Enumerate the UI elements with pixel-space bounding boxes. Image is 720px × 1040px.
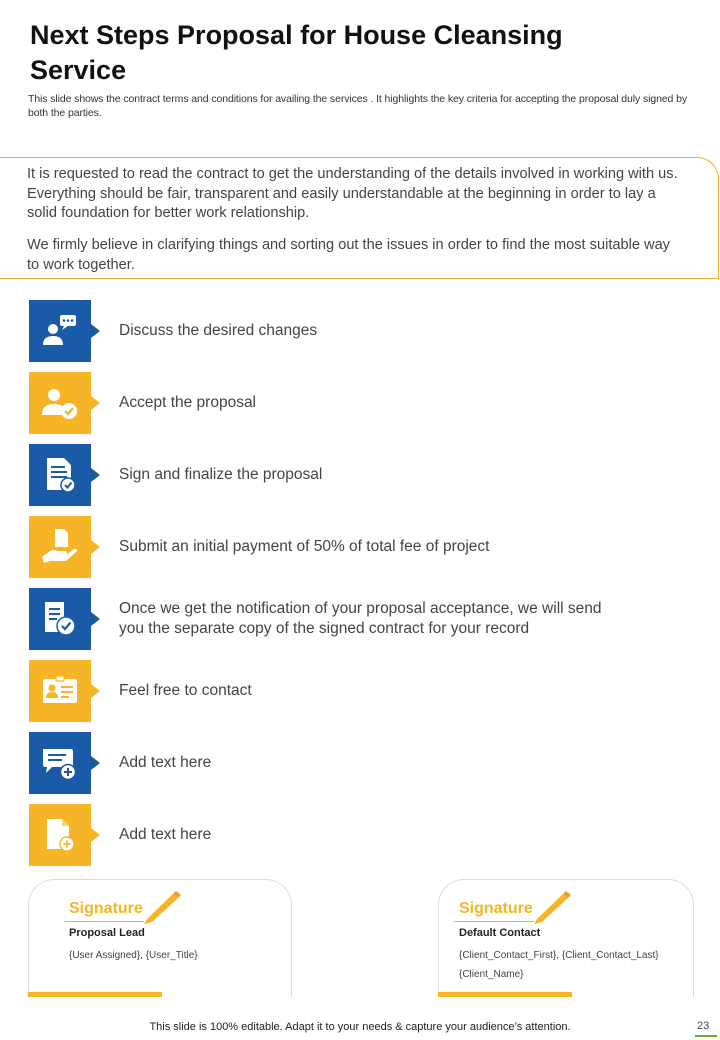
person-chat-icon [40,311,80,351]
signature-underline [64,921,144,922]
intro-paragraph-1: It is requested to read the contract to get the understanding of the details involved in working with us. Everything should be fair, transparent and easily understandable at the beginning in order to lay a solid foundation for better work relationship. [27,166,678,221]
step-label: Sign and finalize the proposal [119,466,323,483]
pen-icon [529,888,573,924]
page-number: 23 [697,1020,710,1032]
step-item-7 [29,732,689,794]
step-icon-box [29,660,91,722]
signature-fields [459,946,691,984]
step-item-4 [29,516,689,578]
page-number-underline [695,1035,717,1037]
step-item-8 [29,804,689,866]
step-icon-box [29,300,91,362]
step-icon-box [29,588,91,650]
signature-role: Proposal Lead [69,927,145,939]
signature-heading: Signature [459,900,533,917]
step-icon-box [29,444,91,506]
document-check-icon [40,455,80,495]
signature-heading: Signature [69,900,143,917]
signature-field-line: {Client_Name} [459,969,524,980]
signature-card-proposal-lead [28,879,292,997]
chat-add-icon [40,743,80,783]
step-icon-box [29,516,91,578]
step-label: Accept the proposal [119,394,257,411]
footer-note: This slide is 100% editable. Adapt it to your needs & capture your audience’s attention. [149,1021,571,1033]
signature-field-line: {User Assigned}, {User_Title} [69,950,198,961]
hand-document-icon [40,527,80,567]
signature-field-line: {Client_Contact_First}, {Client_Contact_Last} [459,950,659,961]
step-item-5 [29,588,689,650]
step-label: Once we get the notification of your proposal acceptance, we will send you the separate copy of the signed contract for your record [119,600,602,637]
intro-paragraph-2: We firmly believe in clarifying things and sorting out the issues in order to find the most suitable way to work together. [27,237,670,273]
step-label: Discuss the desired changes [119,322,318,339]
step-label: Add text here [119,826,212,843]
step-item-6 [29,660,689,722]
step-item-1 [29,300,689,362]
signature-underline [454,921,534,922]
step-icon-box [29,372,91,434]
user-check-icon [40,383,80,423]
step-item-3 [29,444,689,506]
signature-role: Default Contact [459,927,541,939]
card-accent-bar [438,992,572,997]
signature-fields [69,946,289,965]
pen-icon [139,888,183,924]
step-label: Submit an initial payment of 50% of total fee of project [119,538,490,555]
page-subtitle: This slide shows the contract terms and conditions for availing the services . It highlights the key criteria for accepting the proposal duly signed by both the parties. [28,93,687,119]
contact-card-icon [40,671,80,711]
step-icon-box [29,804,91,866]
signature-card-default-contact [438,879,694,997]
step-icon-box [29,732,91,794]
step-label: Add text here [119,754,212,771]
contract-check-icon [40,599,80,639]
step-item-2 [29,372,689,434]
step-label: Feel free to contact [119,682,252,699]
file-add-icon [40,815,80,855]
intro-box [0,157,719,279]
card-accent-bar [28,992,162,997]
page-title: Next Steps Proposal for House Cleansing Service [30,20,563,85]
